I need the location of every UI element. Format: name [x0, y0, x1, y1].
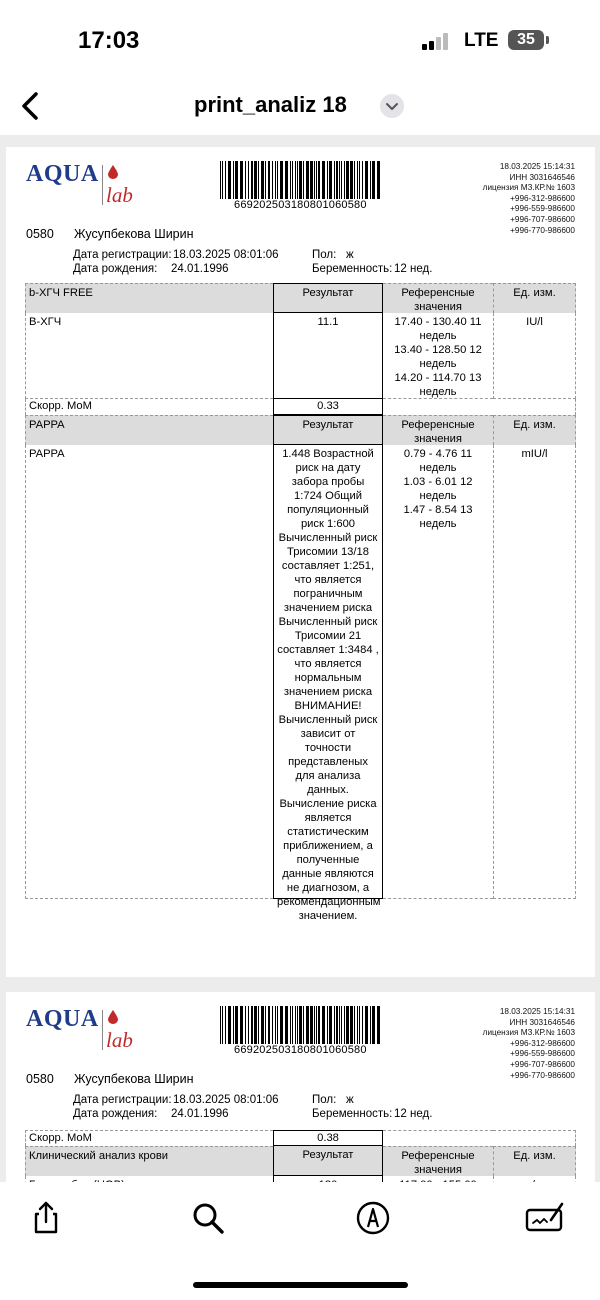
barcode-bar: [275, 1006, 276, 1044]
barcode-bar: [248, 1006, 249, 1044]
barcode-bar: [222, 1006, 223, 1044]
unit-value: IU/l: [493, 313, 576, 399]
barcode-number: 669202503180801060580: [234, 1044, 367, 1056]
markup-icon[interactable]: [353, 1198, 393, 1238]
barcode-bar: [370, 1006, 371, 1044]
barcode-bar: [295, 1006, 296, 1044]
barcode-bar: [277, 1006, 278, 1044]
barcode-bar: [314, 1006, 315, 1044]
mom-label: Скорр. МоМ: [25, 1130, 273, 1146]
table-row: [25, 445, 576, 922]
lab-info-line: +996-707-986600: [510, 214, 575, 224]
pregnancy-value: 12 нед.: [394, 1108, 433, 1120]
table-header: [25, 1146, 576, 1176]
header-unit: Ед. изм.: [493, 1146, 576, 1176]
lab-info-line: +996-559-986600: [510, 204, 575, 214]
ref-line: 1.47 - 8.54 13 недель: [403, 504, 473, 530]
barcode-bar: [258, 1006, 259, 1044]
status-bar: [0, 0, 600, 80]
barcode-bar: [357, 1006, 358, 1044]
lab-info-line: +996-559-986600: [510, 1049, 575, 1059]
logo-aqua-text: AQUA: [26, 161, 99, 187]
signature-icon[interactable]: [524, 1198, 564, 1238]
header-test: Клинический анализ крови: [25, 1146, 273, 1176]
barcode-bar: [354, 161, 355, 199]
barcode-bar: [261, 1006, 264, 1044]
barcode-bar: [290, 1006, 291, 1044]
barcode-bar: [290, 161, 291, 199]
mom-label: Скорр. МоМ: [25, 399, 273, 415]
lab-info-line: 18.03.2025 15:14:31: [499, 1007, 575, 1016]
network-type: LTE: [464, 30, 499, 51]
barcode-bar: [268, 1006, 270, 1044]
barcode-bar: [297, 1006, 298, 1044]
mom-value: 0.33: [273, 399, 383, 415]
barcode-bar: [341, 1006, 342, 1044]
header-result: Результат: [273, 283, 383, 313]
ref-line: 17.40 - 130.40 11 недель: [394, 316, 482, 342]
barcode-bar: [365, 1006, 368, 1044]
table-header: [25, 415, 576, 445]
table-header: [25, 283, 576, 313]
barcode-bar: [359, 161, 360, 199]
barcode-bar: [299, 161, 302, 199]
barcode-bar: [365, 161, 368, 199]
dob-value: 24.01.1996: [171, 263, 229, 275]
pregnancy-value: 12 нед.: [394, 263, 433, 275]
barcode-bar: [341, 161, 342, 199]
barcode-bar: [225, 161, 226, 199]
barcode-bar: [222, 161, 223, 199]
barcode: [220, 161, 382, 199]
cellular-signal-icon: [422, 32, 454, 50]
barcode-bar: [318, 1006, 320, 1044]
header-ref: Референсные значения: [383, 415, 493, 445]
logo-lab-text: lab: [106, 183, 133, 207]
reference-values: [383, 313, 493, 399]
barcode-bar: [248, 161, 249, 199]
reference-values: [383, 445, 493, 899]
barcode-bar: [268, 161, 270, 199]
barcode-bar: [254, 1006, 257, 1044]
search-icon[interactable]: [188, 1198, 228, 1238]
lab-info: [483, 162, 575, 236]
barcode-bar: [292, 1006, 293, 1044]
lab-info: [483, 1007, 575, 1081]
ref-line: 1.03 - 6.01 12 недель: [403, 476, 473, 502]
barcode-bar: [362, 161, 363, 199]
barcode-bar: [261, 161, 264, 199]
barcode-bar: [251, 161, 253, 199]
sex-value: ж: [346, 1094, 354, 1106]
barcode-bar: [228, 1006, 231, 1044]
barcode-bar: [297, 161, 298, 199]
barcode-bar: [303, 1006, 304, 1044]
barcode-bar: [240, 1006, 243, 1044]
lab-info-line: +996-770-986600: [510, 1070, 575, 1080]
battery-icon: 35: [508, 30, 544, 50]
table-row: [25, 313, 576, 399]
ref-line: 13.40 - 128.50 12 недель: [394, 344, 482, 370]
barcode-bar: [306, 161, 309, 199]
barcode-bar: [316, 161, 317, 199]
logo-lab-text: lab: [106, 1028, 133, 1052]
blood-drop-icon: [108, 165, 118, 179]
title-menu-button[interactable]: [380, 94, 404, 118]
barcode-bar: [346, 161, 349, 199]
patient-name: Жусупбекова Ширин: [74, 227, 194, 241]
header-result: Результат: [273, 415, 383, 445]
barcode-bar: [372, 161, 375, 199]
sex-value: ж: [346, 249, 354, 261]
barcode-bar: [334, 161, 335, 199]
lab-info-line: +996-707-986600: [510, 1059, 575, 1069]
reg-label: Дата регистрации:: [73, 249, 172, 261]
barcode-bar: [285, 1006, 288, 1044]
barcode-bar: [235, 1006, 238, 1044]
barcode-bar: [322, 1006, 325, 1044]
barcode-bar: [295, 161, 296, 199]
barcode-bar: [346, 1006, 349, 1044]
barcode-bar: [245, 161, 246, 199]
sex-label: Пол:: [312, 1094, 337, 1106]
aqua-lab-logo: [26, 1006, 146, 1056]
barcode-bar: [372, 1006, 375, 1044]
dob-label: Дата рождения:: [73, 1108, 158, 1120]
header-ref: Референсные значения: [383, 283, 493, 313]
barcode-bar: [245, 1006, 246, 1044]
logo-aqua-text: AQUA: [26, 1006, 99, 1032]
barcode-bar: [292, 161, 293, 199]
table-row: [25, 1130, 576, 1146]
barcode-bar: [377, 1006, 380, 1044]
barcode-bar: [235, 161, 238, 199]
back-chevron-icon[interactable]: [14, 88, 50, 124]
barcode-bar: [228, 161, 231, 199]
home-indicator[interactable]: [193, 1282, 408, 1288]
barcode-bar: [354, 1006, 355, 1044]
lab-info-line: лицензия МЗ.КР.№ 1603: [482, 183, 575, 193]
barcode-bar: [344, 161, 345, 199]
barcode-bar: [233, 161, 234, 199]
header-ref: Референсные значения: [383, 1146, 493, 1176]
barcode-bar: [350, 161, 353, 199]
barcode-bar: [220, 1006, 221, 1044]
header-test: b-ХГЧ FREE: [25, 283, 273, 313]
barcode-bar: [265, 161, 266, 199]
barcode: [220, 1006, 382, 1044]
lab-info-line: +996-312-986600: [510, 193, 575, 203]
reg-label: Дата регистрации:: [73, 1094, 172, 1106]
barcode-bar: [359, 1006, 360, 1044]
unit-value: mIU/l: [493, 445, 576, 899]
barcode-bar: [357, 161, 358, 199]
patient-name: Жусупбекова Ширин: [74, 1072, 194, 1086]
nav-bar: [0, 80, 600, 135]
test-name: B-ХГЧ: [25, 313, 273, 399]
mom-value: 0.38: [273, 1130, 383, 1146]
chevron-down-icon: [380, 94, 404, 118]
sex-label: Пол:: [312, 249, 337, 261]
barcode-bar: [299, 1006, 302, 1044]
barcode-bar: [316, 1006, 317, 1044]
table-row: [25, 399, 576, 415]
lab-info-line: лицензия МЗ.КР.№ 1603: [482, 1028, 575, 1038]
barcode-bar: [327, 1006, 328, 1044]
lab-info-line: +996-312-986600: [510, 1038, 575, 1048]
logo-divider: [102, 1010, 103, 1050]
logo-divider: [102, 165, 103, 205]
barcode-bar: [275, 161, 276, 199]
aqua-lab-logo: [26, 161, 146, 211]
header-unit: Ед. изм.: [493, 283, 576, 313]
ref-line: 14.20 - 114.70 13 недель: [394, 372, 482, 398]
barcode-bar: [272, 1006, 273, 1044]
lab-info-line: ИНН 3031646546: [509, 172, 575, 182]
barcode-bar: [334, 1006, 335, 1044]
barcode-bar: [336, 161, 338, 199]
reg-value: 18.03.2025 08:01:06: [173, 249, 279, 261]
barcode-bar: [362, 1006, 363, 1044]
barcode-bar: [265, 1006, 266, 1044]
result-value: 11.1: [273, 313, 383, 399]
results-table: [25, 283, 576, 922]
lab-info-line: 18.03.2025 15:14:31: [499, 162, 575, 171]
document-title[interactable]: print_analiz 18: [194, 92, 347, 117]
barcode-bar: [377, 161, 380, 199]
barcode-bar: [322, 161, 325, 199]
pregnancy-label: Беременность:: [312, 263, 393, 275]
ref-line: 0.79 - 4.76 11 недель: [403, 448, 473, 474]
barcode-bar: [370, 161, 371, 199]
barcode-bar: [272, 161, 273, 199]
barcode-number: 669202503180801060580: [234, 199, 367, 211]
test-name: PAPPA: [25, 445, 273, 899]
barcode-bar: [329, 1006, 332, 1044]
barcode-bar: [285, 161, 288, 199]
barcode-bar: [303, 161, 304, 199]
document-page: [6, 147, 595, 977]
barcode-bar: [254, 161, 257, 199]
barcode-bar: [240, 161, 243, 199]
pregnancy-label: Беременность:: [312, 1108, 393, 1120]
barcode-bar: [280, 1006, 283, 1044]
barcode-bar: [277, 161, 278, 199]
lab-info-line: ИНН 3031646546: [509, 1017, 575, 1027]
header-result: Результат: [273, 1146, 383, 1176]
barcode-bar: [350, 1006, 353, 1044]
barcode-bar: [329, 161, 332, 199]
barcode-bar: [280, 161, 283, 199]
barcode-bar: [225, 1006, 226, 1044]
lab-info-line: +996-770-986600: [510, 225, 575, 235]
result-value: 1.448 Возрастной риск на дату забора пробы 1:724 Общий популяционный риск 1:600 Вычисленный риск Трисомии 13/18 составляет 1:251, что является пограничным значением риска Вычисленный риск Трисомии 21 составляет 1:3484 , что является нормальным значением риска ВНИМАНИЕ! Вычисленный риск зависит от точности представленых для анализа данных. Вычисление риска является статистическим приближением, а полученные данные являются не диагнозом, а рекомендационным значением.: [273, 445, 383, 899]
barcode-bar: [310, 161, 313, 199]
header-unit: Ед. изм.: [493, 415, 576, 445]
document-viewer[interactable]: [0, 135, 600, 1182]
patient-id: 0580: [26, 1072, 54, 1086]
battery-tip: [546, 36, 549, 44]
barcode-bar: [327, 161, 328, 199]
barcode-bar: [310, 1006, 313, 1044]
barcode-bar: [314, 161, 315, 199]
barcode-bar: [220, 161, 221, 199]
barcode-bar: [339, 1006, 340, 1044]
reg-value: 18.03.2025 08:01:06: [173, 1094, 279, 1106]
barcode-bar: [258, 161, 259, 199]
patient-id: 0580: [26, 227, 54, 241]
barcode-bar: [339, 161, 340, 199]
share-icon[interactable]: [26, 1198, 66, 1238]
dob-value: 24.01.1996: [171, 1108, 229, 1120]
barcode-bar: [251, 1006, 253, 1044]
barcode-bar: [344, 1006, 345, 1044]
header-test: PAPPA: [25, 415, 273, 445]
barcode-bar: [233, 1006, 234, 1044]
barcode-bar: [318, 161, 320, 199]
dob-label: Дата рождения:: [73, 263, 158, 275]
barcode-bar: [306, 1006, 309, 1044]
status-time: 17:03: [78, 27, 140, 54]
barcode-bar: [336, 1006, 338, 1044]
blood-drop-icon: [108, 1010, 118, 1024]
